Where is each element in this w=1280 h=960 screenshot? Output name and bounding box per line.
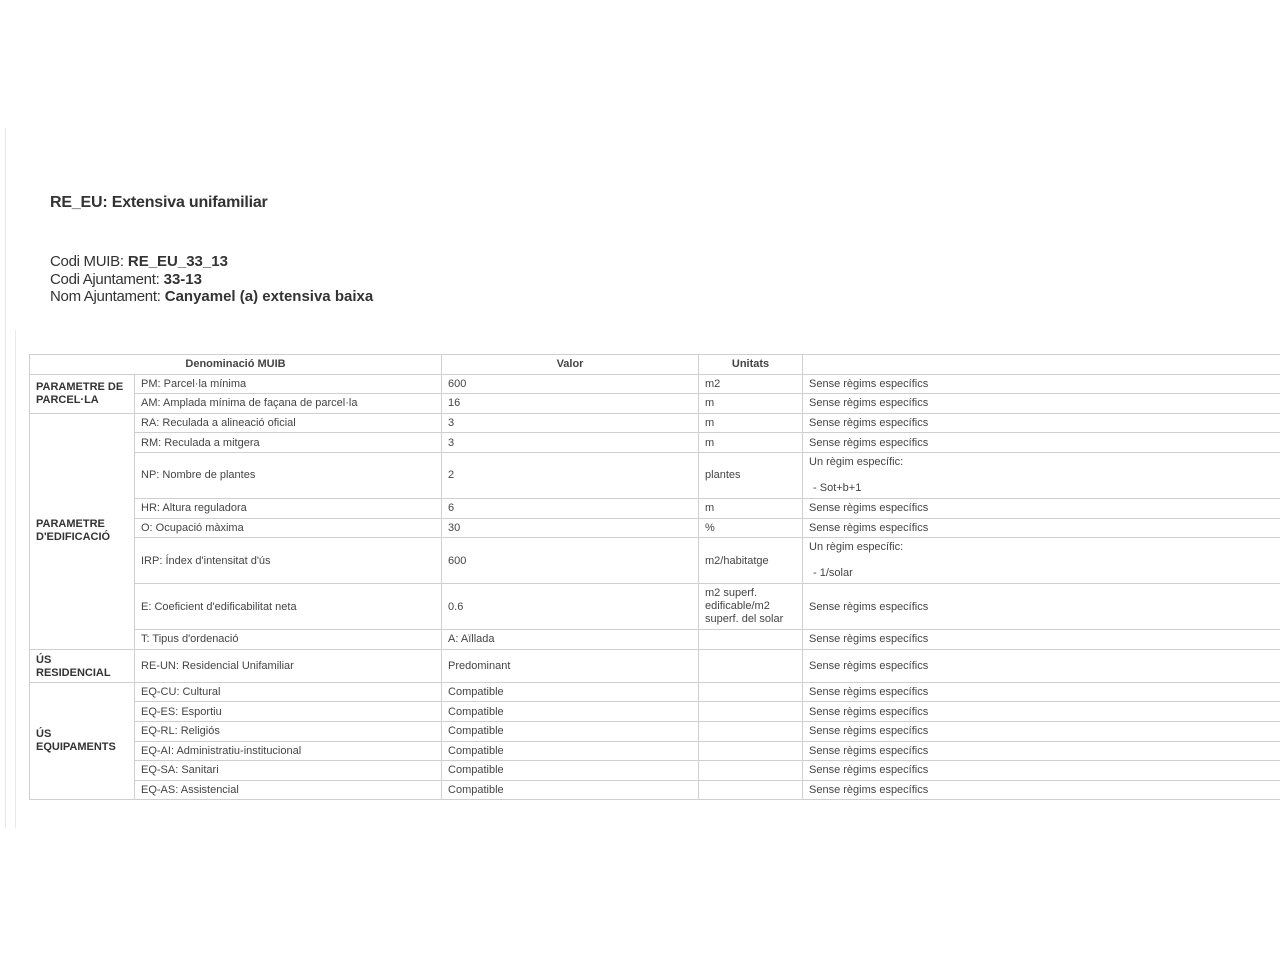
cell-unitats: m bbox=[699, 498, 803, 518]
cell-valor: 600 bbox=[442, 538, 699, 584]
cell-denominacio: EQ-ES: Esportiu bbox=[135, 702, 442, 722]
cell-unitats bbox=[699, 721, 803, 741]
table-row bbox=[30, 498, 1280, 518]
cell-valor: A: Aïllada bbox=[442, 630, 699, 650]
cell-obs bbox=[803, 538, 1280, 584]
table-row bbox=[30, 702, 1280, 722]
cell-obs: Sense règims específics bbox=[803, 498, 1280, 518]
header-valor: Valor bbox=[442, 355, 699, 375]
cell-unitats bbox=[699, 780, 803, 800]
codi-muib-value: RE_EU_33_13 bbox=[127, 253, 228, 270]
cell-valor: 6 bbox=[442, 498, 699, 518]
table-row bbox=[30, 721, 1280, 741]
cell-valor: Compatible bbox=[442, 721, 699, 741]
cell-obs: Sense règims específics bbox=[803, 702, 1280, 722]
cell-denominacio: EQ-CU: Cultural bbox=[135, 682, 442, 702]
cell-obs: Sense règims específics bbox=[803, 682, 1280, 702]
group-parcela: PARAMETRE DE PARCEL·LA bbox=[30, 374, 135, 413]
group-equipaments: ÚS EQUIPAMENTS bbox=[30, 682, 135, 800]
cell-denominacio: HR: Altura reguladora bbox=[135, 498, 442, 518]
table-row bbox=[30, 518, 1280, 538]
table-row bbox=[30, 413, 1280, 433]
cell-unitats bbox=[699, 682, 803, 702]
table-row bbox=[30, 374, 1280, 394]
cell-valor: 30 bbox=[442, 518, 699, 538]
table-row bbox=[30, 741, 1280, 761]
cell-valor: Compatible bbox=[442, 682, 699, 702]
codi-muib-line bbox=[50, 253, 373, 271]
nom-ajuntament-line bbox=[50, 288, 373, 306]
group-residencial: ÚS RESIDENCIAL bbox=[30, 649, 135, 682]
cell-unitats: plantes bbox=[699, 452, 803, 498]
cell-unitats: m bbox=[699, 394, 803, 414]
table-row bbox=[30, 761, 1280, 781]
cell-valor: Compatible bbox=[442, 702, 699, 722]
cell-unitats: m bbox=[699, 433, 803, 453]
cell-valor: Compatible bbox=[442, 741, 699, 761]
cell-unitats: m2/habitatge bbox=[699, 538, 803, 584]
cell-valor: 3 bbox=[442, 413, 699, 433]
cell-denominacio: NP: Nombre de plantes bbox=[135, 452, 442, 498]
cell-unitats bbox=[699, 741, 803, 761]
cell-unitats bbox=[699, 761, 803, 781]
cell-obs: Sense règims específics bbox=[803, 374, 1280, 394]
cell-denominacio: EQ-AS: Assistencial bbox=[135, 780, 442, 800]
table-row bbox=[30, 584, 1280, 630]
header-denominacio: Denominació MUIB bbox=[30, 355, 442, 375]
cell-obs: Sense règims específics bbox=[803, 761, 1280, 781]
table-row bbox=[30, 630, 1280, 650]
cell-valor: 2 bbox=[442, 452, 699, 498]
table-row bbox=[30, 452, 1280, 498]
table-row bbox=[30, 682, 1280, 702]
section-left-border bbox=[15, 330, 16, 828]
codi-muib-label: Codi MUIB: bbox=[50, 253, 124, 270]
cell-valor: Compatible bbox=[442, 761, 699, 781]
info-block bbox=[50, 253, 373, 306]
cell-denominacio: PM: Parcel·la mínima bbox=[135, 374, 442, 394]
cell-denominacio: EQ-SA: Sanitari bbox=[135, 761, 442, 781]
cell-obs bbox=[803, 452, 1280, 498]
cell-denominacio: RE-UN: Residencial Unifamiliar bbox=[135, 649, 442, 682]
cell-valor: 3 bbox=[442, 433, 699, 453]
cell-denominacio: RA: Reculada a alineació oficial bbox=[135, 413, 442, 433]
cell-obs: Sense règims específics bbox=[803, 780, 1280, 800]
group-edificacio: PARAMETRE D'EDIFICACIÓ bbox=[30, 413, 135, 649]
header-unitats: Unitats bbox=[699, 355, 803, 375]
cell-denominacio: AM: Amplada mínima de façana de parcel·la bbox=[135, 394, 442, 414]
cell-obs: Sense règims específics bbox=[803, 630, 1280, 650]
cell-denominacio: IRP: Índex d'intensitat d'ús bbox=[135, 538, 442, 584]
table-header-row bbox=[30, 355, 1280, 375]
cell-unitats: m bbox=[699, 413, 803, 433]
table-row bbox=[30, 394, 1280, 414]
page-title: RE_EU: Extensiva unifamiliar bbox=[50, 194, 268, 211]
table-row bbox=[30, 433, 1280, 453]
obs-detail: - Sot+b+1 bbox=[813, 481, 862, 494]
cell-obs: Sense règims específics bbox=[803, 433, 1280, 453]
cell-obs: Sense règims específics bbox=[803, 721, 1280, 741]
nom-ajuntament-value: Canyamel (a) extensiva baixa bbox=[164, 288, 374, 305]
parameters-table bbox=[29, 354, 1280, 800]
cell-unitats bbox=[699, 630, 803, 650]
obs-text: Un règim específic: bbox=[809, 541, 904, 554]
cell-valor: Predominant bbox=[442, 649, 699, 682]
cell-unitats: m2 bbox=[699, 374, 803, 394]
page-left-border bbox=[5, 128, 6, 828]
cell-obs: Sense règims específics bbox=[803, 741, 1280, 761]
header-empty bbox=[803, 355, 1280, 375]
cell-obs: Sense règims específics bbox=[803, 649, 1280, 682]
codi-ajuntament-value: 33-13 bbox=[163, 270, 202, 288]
cell-obs: Sense règims específics bbox=[803, 584, 1280, 630]
cell-unitats: % bbox=[699, 518, 803, 538]
table-row bbox=[30, 649, 1280, 682]
table-row bbox=[30, 780, 1280, 800]
cell-valor: 16 bbox=[442, 394, 699, 414]
cell-obs: Sense règims específics bbox=[803, 518, 1280, 538]
cell-unitats bbox=[699, 649, 803, 682]
cell-unitats bbox=[699, 702, 803, 722]
cell-obs: Sense règims específics bbox=[803, 413, 1280, 433]
cell-denominacio: EQ-RL: Religiós bbox=[135, 721, 442, 741]
table-row bbox=[30, 538, 1280, 584]
cell-denominacio: O: Ocupació màxima bbox=[135, 518, 442, 538]
cell-valor: 600 bbox=[442, 374, 699, 394]
nom-ajuntament-label: Nom Ajuntament: bbox=[50, 288, 161, 305]
cell-obs: Sense règims específics bbox=[803, 394, 1280, 414]
cell-unitats: m2 superf. edificable/m2 superf. del solar bbox=[699, 584, 803, 630]
cell-denominacio: EQ-AI: Administratiu-institucional bbox=[135, 741, 442, 761]
cell-valor: Compatible bbox=[442, 780, 699, 800]
cell-denominacio: RM: Reculada a mitgera bbox=[135, 433, 442, 453]
cell-denominacio: E: Coeficient d'edificabilitat neta bbox=[135, 584, 442, 630]
codi-ajuntament-label: Codi Ajuntament: bbox=[50, 270, 160, 288]
obs-text: Un règim específic: bbox=[809, 455, 904, 468]
cell-denominacio: T: Tipus d'ordenació bbox=[135, 630, 442, 650]
codi-ajuntament-line bbox=[50, 271, 373, 289]
cell-valor: 0.6 bbox=[442, 584, 699, 630]
obs-detail: - 1/solar bbox=[813, 567, 853, 580]
